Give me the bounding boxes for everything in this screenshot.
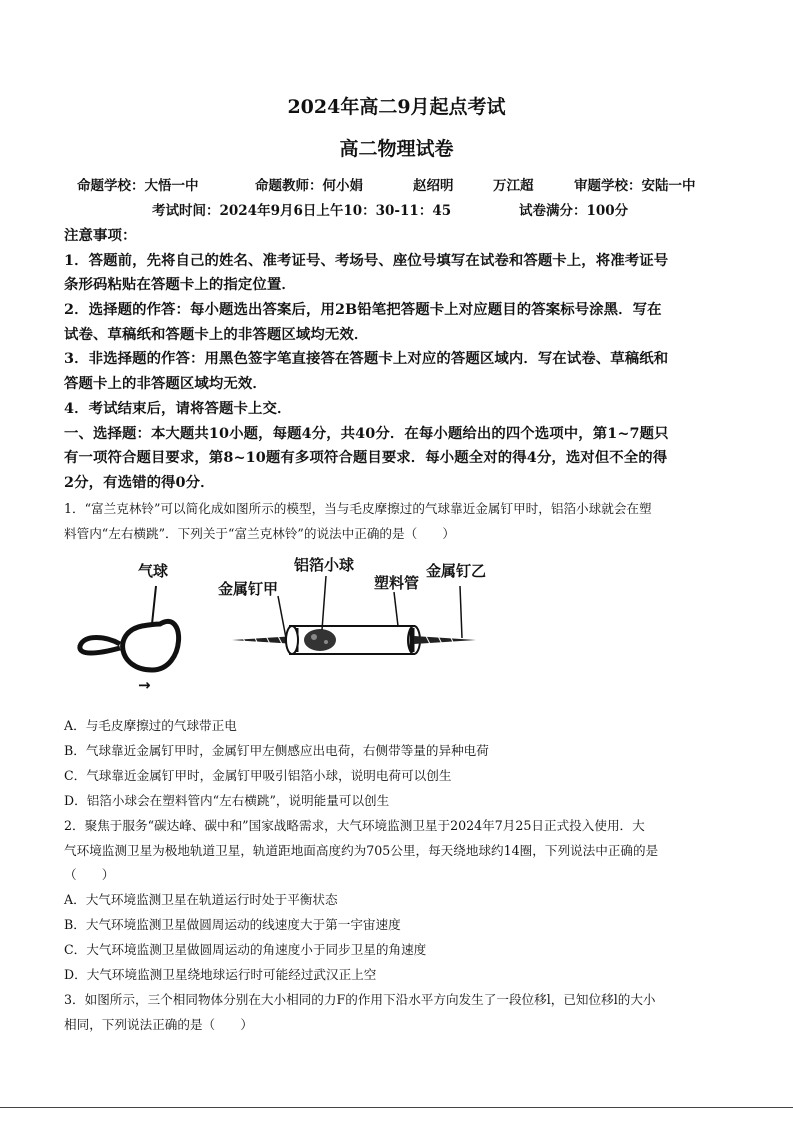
full-score: 试卷满分：100分 [519, 203, 629, 219]
note-1-line-1: 1．答题前，先将自己的姓名、准考证号、考场号、座位号填写在试卷和答题卡上，将准考证号 [64, 252, 669, 269]
q2-option-c: C．大气环境监测卫星做圆周运动的角速度小于同步卫星的角速度 [64, 942, 427, 957]
motion-arrow-icon: → [138, 676, 151, 694]
q1-stem-line-1: 1．“富兰克林铃”可以简化成如图所示的模型，当与毛皮摩擦过的气球靠近金属钉甲时，铝箔小球就会在塑 [64, 501, 652, 516]
balloon-label: 气球 [138, 562, 169, 580]
setter-teachers: 命题教师：何小娟 [255, 178, 363, 194]
q2-stem-line-2: 气环境监测卫星为极地轨道卫星，轨道距地面高度约为705公里，每天绕地球约14圈，下列说法中正确的是 [64, 843, 659, 858]
nail-a-label: 金属钉甲 [218, 580, 279, 598]
note-3-line-2: 答题卡上的非答题区域均无效． [64, 375, 267, 392]
note-4: 4．考试结束后，请将答题卡上交． [64, 400, 292, 417]
foil-ball-drawing [304, 576, 336, 651]
q1-option-c: C．气球靠近金属钉甲时，金属钉甲吸引铝箔小球，说明电荷可以创生 [64, 768, 452, 783]
paper-title: 高二物理试卷 [339, 138, 454, 160]
q1-option-d: D．铝箔小球会在塑料管内“左右横跳”，说明能量可以创生 [64, 793, 390, 808]
q2-option-a: A．大气环境监测卫星在轨道运行时处于平衡状态 [64, 892, 338, 907]
q1-option-b: B．气球靠近金属钉甲时，金属钉甲左侧感应出电荷，右侧带等量的异种电荷 [64, 743, 489, 758]
nail-b-drawing [412, 586, 476, 652]
tube-label: 塑料管 [374, 574, 420, 592]
notes-heading: 注意事项： [64, 227, 137, 244]
franklin-bell-figure [64, 552, 494, 702]
note-3-line-1: 3．非选择题的作答：用黑色签字笔直接答在答题卡上对应的答题区域内．写在试卷、草稿纸和 [64, 350, 669, 367]
setter-school: 命题学校：大悟一中 [77, 178, 199, 194]
q2-stem-line-3: （ ） [64, 867, 115, 882]
section-1-line-3: 2分，有选错的得0分． [64, 474, 215, 491]
teacher-2: 赵绍明 [413, 178, 454, 194]
section-1-line-1: 一、选择题：本大题共10小题，每题4分，共40分．在每小题给出的四个选项中，第1~7题只 [64, 425, 669, 442]
foil-ball-label: 铝箔小球 [294, 556, 355, 574]
note-1-line-2: 条形码粘贴在答题卡上的指定位置． [64, 276, 296, 293]
q2-stem-line-1: 2．聚焦于服务“碳达峰、碳中和”国家战略需求，大气环境监测卫星于2024年7月25日正式投入使用．大 [64, 818, 645, 833]
q3-stem-line-2: 相同，下列说法正确的是（ ） [64, 1017, 253, 1032]
q2-option-d: D．大气环境监测卫星绕地球运行时可能经过武汉正上空 [64, 967, 377, 982]
note-2-line-1: 2．选择题的作答：每小题选出答案后，用2B铅笔把答题卡上对应题目的答案标号涂黑．写在 [64, 301, 662, 318]
q1-stem-line-2: 料管内“左右横跳”．下列关于“富兰克林铃”的说法中正确的是（ ） [64, 526, 455, 541]
q1-option-a: A．与毛皮摩擦过的气球带正电 [64, 718, 237, 733]
q2-option-b: B．大气环境监测卫星做圆周运动的线速度大于第一宇宙速度 [64, 917, 401, 932]
q3-stem-line-1: 3．如图所示，三个相同物体分别在大小相同的力F的作用下沿水平方向发生了一段位移l，已知位移l的大小 [64, 992, 656, 1007]
exam-title: 2024年高二9月起点考试 [287, 96, 506, 118]
nail-b-label: 金属钉乙 [426, 562, 487, 580]
exam-time: 考试时间：2024年9月6日上午10：30-11：45 [152, 203, 452, 219]
footer-divider [0, 1107, 793, 1108]
section-1-line-2: 有一项符合题目要求，第8~10题有多项符合题目要求．每小题全对的得4分，选对但不全的得 [64, 449, 668, 466]
balloon-drawing [80, 586, 179, 670]
teacher-3: 万江超 [493, 178, 534, 194]
reviewer-school: 审题学校：安陆一中 [574, 178, 696, 194]
note-2-line-2: 试卷、草稿纸和答题卡上的非答题区域均无效． [64, 326, 369, 343]
